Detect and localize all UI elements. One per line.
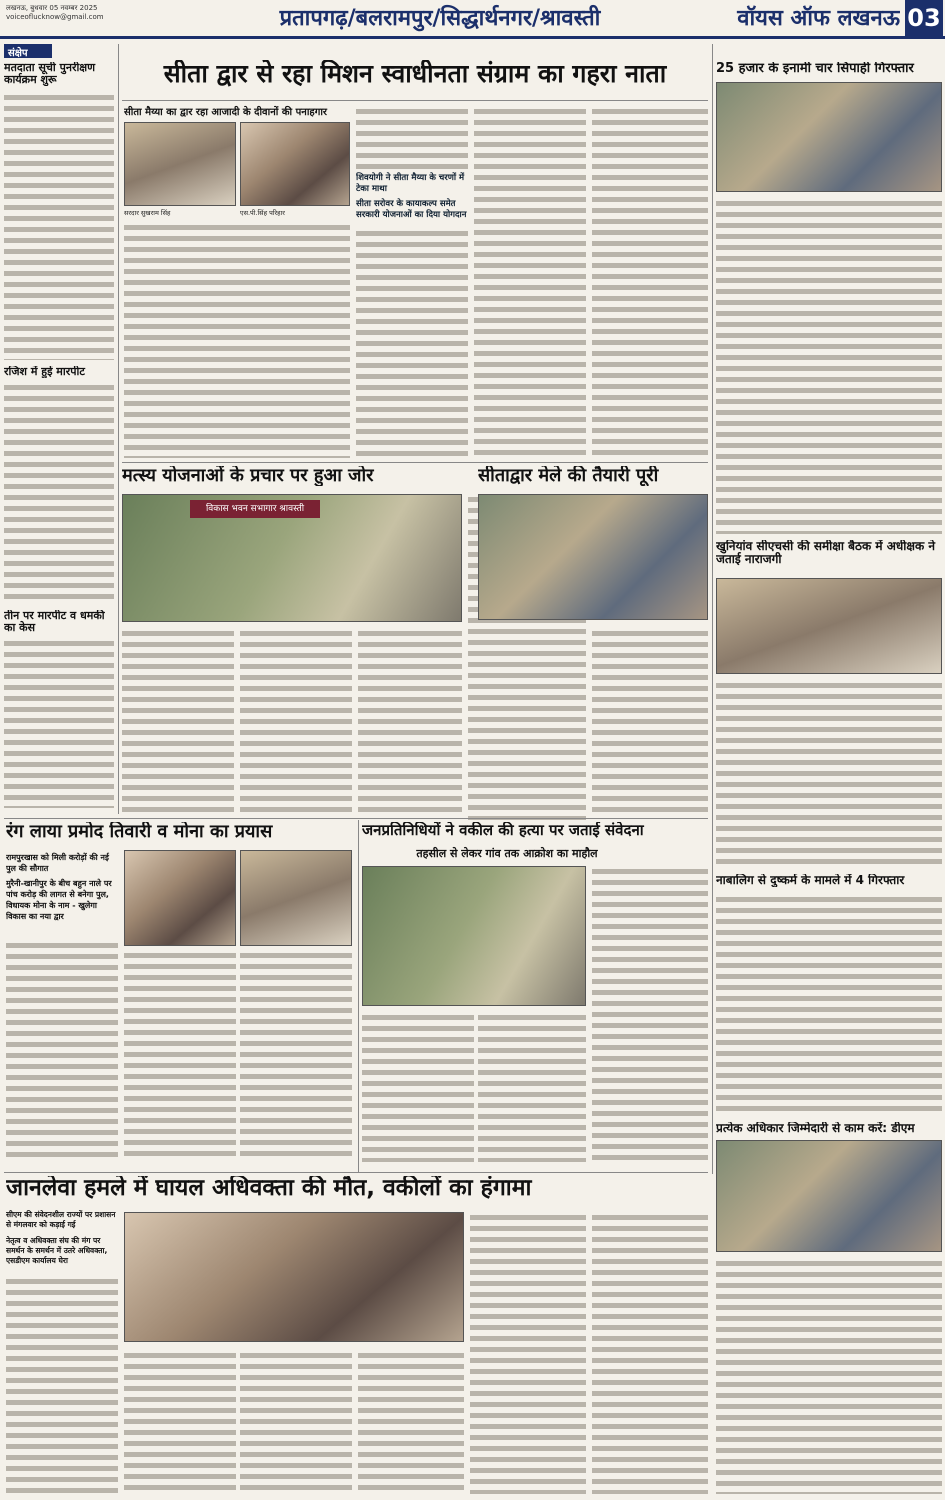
- condolence-subhead: तहसील से लेकर गांव तक आक्रोश का माहौल: [416, 847, 598, 860]
- sita-body-col4: [592, 106, 708, 458]
- photo-mona: [240, 850, 352, 946]
- fish-body-col1: [122, 628, 234, 818]
- lawyer-body-col6: [592, 1212, 708, 1494]
- brief2-body: [4, 382, 114, 602]
- lawyer-rule: [4, 1172, 708, 1173]
- page-number: 03: [905, 0, 943, 36]
- sita-body-col2b: [356, 228, 468, 458]
- fish-banner: विकास भवन सभागार श्रावस्ती: [190, 500, 320, 518]
- mela-headline: सीताद्वार मेले की तैयारी पूरी: [478, 466, 659, 486]
- brief1-title: मतदाता सूची पुनरीक्षण कार्यक्रम शुरू: [4, 62, 96, 87]
- pramod-body-col3: [240, 950, 352, 1162]
- mela-body: [592, 628, 708, 818]
- condolence-body-col2: [478, 1012, 586, 1162]
- photo-dm-meeting: [716, 1140, 942, 1252]
- lawyer-body-col4: [358, 1350, 464, 1494]
- lawyer-body-col5: [470, 1212, 586, 1494]
- condolence-headline: जनप्रतिनिधियों ने वकील की हत्या पर जताई संवेदना: [362, 822, 644, 839]
- pramod-body-col1: [6, 940, 118, 1162]
- sita-body-col3: [474, 106, 586, 458]
- minor-body: [716, 894, 942, 1114]
- masthead-date: लखनऊ, बुधवार 05 नवम्बर 2025: [6, 4, 98, 12]
- photo-arrest: [716, 82, 942, 192]
- condolence-body-col1: [362, 1012, 474, 1162]
- brief1-body: [4, 92, 114, 360]
- photo-official: [240, 122, 350, 206]
- fish-body-col2: [240, 628, 352, 818]
- sita-subhead: सीता मैय्या का द्वार रहा आजादी के दीवानों की पनाहगार: [124, 107, 328, 118]
- edition-title: प्रतापगढ़/बलरामपुर/सिद्धार्थनगर/श्रावस्ती: [279, 6, 601, 31]
- photo-lawyers-protest: [124, 1212, 464, 1342]
- dm-body: [716, 1258, 942, 1494]
- fish-rule: [122, 462, 708, 463]
- pramod-body-col2: [124, 950, 236, 1162]
- photo-caption-right: एस.पी.सिंह परिहार: [240, 209, 285, 217]
- lawyer-bullet2: नेतृत्व व अधिवक्ता संघ की मंग पर समर्थन के समर्थन में उतरे अधिवक्ता, एसडीएम कार्यालय घेरा: [6, 1236, 108, 1265]
- masthead-rule: [0, 36, 945, 39]
- cmo-headline: खुनियांव सीएचसी की समीक्षा बैठक में अधीक्षक ने जताई नाराजगी: [716, 540, 936, 567]
- photo-mela-inspection: [478, 494, 708, 620]
- fish-headline: मत्स्य योजनाओं के प्रचार पर हुआ जोर: [122, 466, 374, 486]
- sita-rule: [122, 100, 708, 101]
- photo-caption-left: सरदार सुखराम सिंह: [124, 209, 171, 217]
- sita-quote1: शिवयोगी ने सीता मैय्या के चरणों में टेका माथा: [356, 173, 465, 194]
- brand-name: वॉयस ऑफ लखनऊ: [737, 6, 900, 31]
- lawyer-headline: जानलेवा हमले में घायल अधिवक्ता की मौत, वकीलों का हंगामा: [6, 1176, 532, 1201]
- cmo-body: [716, 680, 942, 866]
- brief3-body: [4, 638, 114, 808]
- pramod-rule: [4, 818, 708, 819]
- sita-headline: सीता द्वार से रहा मिशन स्वाधीनता संग्राम का गहरा नाता: [163, 60, 667, 88]
- photo-freedom-fighter: [124, 122, 236, 206]
- column-divider-mid: [358, 820, 359, 1172]
- brief3-title: तीन पर मारपीट व धमकी का केस: [4, 610, 105, 635]
- column-divider-right: [712, 44, 713, 1174]
- condolence-body-col3: [592, 866, 708, 1162]
- pramod-bullet1: रामपुरखास को मिली करोड़ों की नई पुल की सौगात: [6, 853, 109, 873]
- pramod-headline: रंग लाया प्रमोद तिवारी व मोना का प्रयास: [6, 822, 273, 842]
- lawyer-body-col2: [124, 1350, 236, 1494]
- photo-condolence: [362, 866, 586, 1006]
- sita-body-col2a: [356, 106, 468, 170]
- column-divider: [118, 44, 119, 814]
- fish-body-col2b: [358, 628, 462, 818]
- reward-headline: 25 हजार के इनामी चार सिपाही गिरफ्तार: [716, 62, 914, 76]
- pramod-bullet2: मुरैनी-खानीपुर के बीच बहुन नाले पर पांच करोड़ की लागत से बनेगा पुल, विधायक मोना के नाम - खुलेगा विकास का नया द्वार: [6, 879, 112, 921]
- photo-pramod: [124, 850, 236, 946]
- lawyer-bullet1: सीएम की संवेदनशील राज्यों पर प्रशासन से मंगलवार को कड़ाई गई: [6, 1210, 116, 1229]
- dm-headline: प्रत्येक अधिकार जिम्मेदारी से काम करें: डीएम: [716, 1122, 915, 1135]
- minor-headline: नाबालिग से दुष्कर्म के मामले में 4 गिरफ्तार: [716, 874, 905, 887]
- sita-quote2: सीता सरोवर के कायाकल्प समेत सरकारी योजनाओं का दिया योगदान: [356, 199, 467, 220]
- section-label: संक्षेप: [4, 44, 52, 58]
- lawyer-body-col1: [6, 1276, 118, 1494]
- brief2-title: रजिश में हुई मारपीट: [4, 366, 85, 378]
- lawyer-body-col3: [240, 1350, 352, 1494]
- reward-body: [716, 198, 942, 534]
- sita-body-col1: [124, 222, 350, 458]
- photo-cmo-meeting: [716, 578, 942, 674]
- masthead-email: voiceoflucknow@gmail.com: [6, 13, 104, 21]
